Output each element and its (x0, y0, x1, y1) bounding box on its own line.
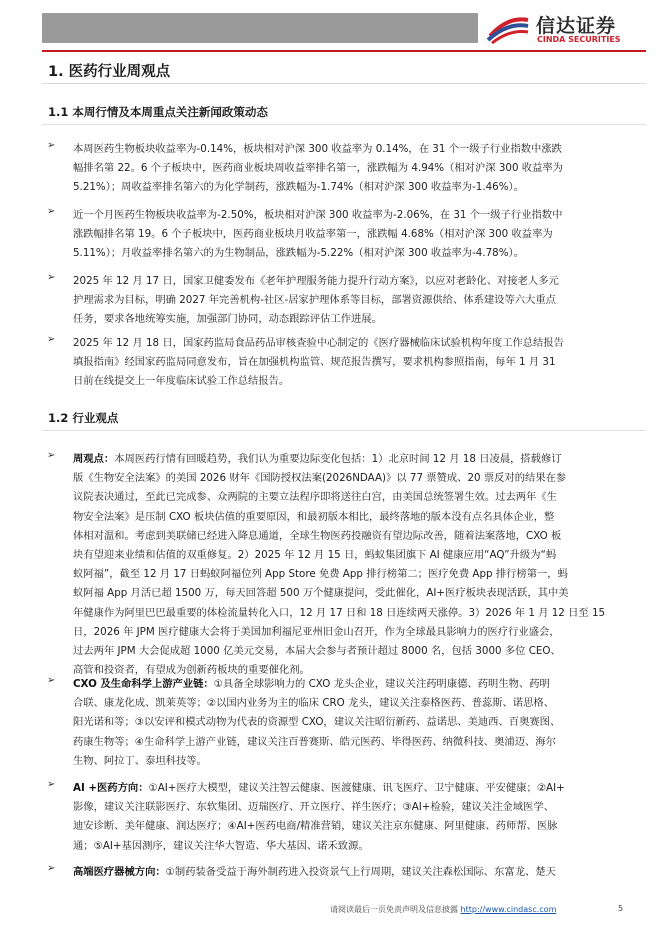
text-line: 议院表决通过，至此已完成参、众两院的主要立法程序即将送往白宫，由美国总统签署生效。过去两年《生 (73, 491, 557, 504)
text-line: 版《生物安全法案》的美国 2026 财年《国防授权法案(2026NDAA)》以 77 票赞成、20 票反对的结果在参 (73, 472, 567, 485)
text-line: 蚁阿福”，截至 12 月 17 日蚂蚁阿福位列 App Store 免费 App 排行榜第二；医疗免费 App 排行榜第一，蚂 (73, 568, 568, 581)
text-line: 生物、阿拉丁、泰坦科技等。 (73, 754, 207, 767)
text-line: 高管和投资者，有望成为创新药板块的重要催化剂。 (73, 664, 310, 677)
bullet-arrow-icon: ➢ (47, 863, 56, 874)
weekly-view-lead: 周观点： (73, 453, 115, 465)
text-line: 任务，要求各地统筹实施，加强部门协同，动态跟踪评估工作进展。 (73, 313, 382, 326)
text-line: 块有望迎来业绩和估值的双重修复。2）2025 年 12 月 15 日，蚂蚁集团旗下 AI 健康应用“AQ”升级为“蚂 (73, 548, 557, 561)
text-line: 物安全法案》是压制 CXO 板块估值的重要原因，和最初版本相比，最终落地的版本没有点名具体企业，整 (73, 510, 555, 523)
text-line: 2025 年 12 月 18 日，国家药监局食品药品审核查验中心制定的《医疗器械临床试验机构年度工作总结报告 (73, 337, 564, 349)
bullet-arrow-icon: ➢ (47, 334, 56, 345)
text-line: 日前在线提交上一年度临床试验工作总结报告。 (73, 375, 290, 388)
text-line: 药康生物等；④生命科学上游产业链，建议关注百普赛斯、皓元医药、毕得医药、纳微科技、奥浦迈、海尔 (73, 735, 556, 748)
section-title-rule (42, 83, 646, 84)
text-line: 涨跌幅排名第 19。6 个子板块中，医药商业板块月收益率第一，涨跌幅 4.68%（相对沪深 300 收益率为 (73, 228, 553, 241)
text-line: 5.11%）；月收益率排名第六的为生物制品，涨跌幅为-5.22%（相对沪深 300 收益率为-4.78%）。 (73, 247, 524, 260)
text-line: ①AI+医疗大模型，建议关注智云健康、医渡健康、讯飞医疗、卫宁健康、平安健康；②AI+ (148, 782, 565, 794)
bullet-arrow-icon: ➢ (47, 450, 56, 461)
header-band (42, 13, 478, 43)
subsection-title-1-2: 1.2 行业观点 (48, 411, 119, 425)
logo-english-name: CINDA SECURITIES (537, 35, 621, 44)
page-header (0, 0, 662, 50)
header-divider (42, 50, 646, 52)
text-line: 5.21%）；周收益率排名第六的为化学制药，涨跌幅为-1.74%（相对沪深 300 收益率为-1.46%）。 (73, 181, 524, 194)
news-item-body (73, 334, 645, 392)
ai-body (73, 779, 645, 856)
text-line: 蚁阿福 App 月活已超 1500 万，每天回答超 500 万个健康提问，受此催化，AI+医疗板块表现活跃，其中美 (73, 587, 569, 600)
bullet-arrow-icon: ➢ (47, 675, 56, 686)
text-line: 本周医药生物板块收益率为-0.14%，板块相对沪深 300 收益率为 0.14%，在 31 个一级子行业指数中涨跌 (73, 143, 562, 155)
section-title: 1. 医药行业周观点 (48, 64, 171, 80)
text-line: 2025 年 12 月 17 日，国家卫健委发布《老年护理服务能力提升行动方案》，以应对老龄化、对接老人多元 (73, 275, 559, 287)
news-item-body (73, 140, 645, 198)
bullet-arrow-icon: ➢ (47, 779, 56, 790)
subsection-rule-1-1 (42, 124, 646, 125)
text-line: 影像，建议关注联影医疗、东软集团、迈瑞医疗、开立医疗、祥生医疗；③AI+检验，建议关注金域医学、 (73, 801, 554, 814)
ai-lead: AI +医药方向： (73, 782, 149, 794)
text-line: 填报指南》经国家药监局同意发布，旨在加强机构监管、规范报告撰写，要求机构参照指南，每年 1 月 31 (73, 356, 556, 369)
text-line: 护理需求为目标，明确 2027 年完善机构-社区-居家护理体系等目标，部署资源供给、体系建设等六大重点 (73, 294, 556, 307)
page-number: 5 (618, 904, 624, 913)
logo-chinese-name: 信达证券 (536, 15, 617, 37)
subsection-rule-1-2 (42, 430, 646, 431)
text-line: 幅排名第 22。6 个子板块中，医药商业板块周收益率排名第一，涨跌幅为 4.94%（相对沪深 300 收益率为 (73, 162, 563, 175)
text-line: 迪安诊断、美年健康、润达医疗；④AI+医药电商/精准营销，建议关注京东健康、阿里健康、药师帮、医脉 (73, 820, 558, 833)
text-line: 阳光诺和等；③以安评和模式动物为代表的资源型 CXO，建议关注昭衍新药、益诺思、美迪西、百奥赛图、 (73, 716, 561, 729)
bullet-arrow-icon: ➢ (47, 272, 56, 283)
page-footer (330, 904, 556, 915)
device-body (73, 863, 645, 882)
text-line: 体相对温和。考虑到美联储已经进入降息通道，全球生物医药投融资有望边际改善，随着法案落地，CXO 板 (73, 529, 562, 542)
news-item-body (73, 206, 645, 264)
text-line: 近一个月医药生物板块收益率为-2.50%，板块相对沪深 300 收益率为-2.06%，在 31 个一级子行业指数中 (73, 209, 563, 221)
cxo-body (73, 675, 645, 771)
cinda-logo-icon (486, 12, 530, 44)
text-line: 合联、康龙化成、凯莱英等；②以国内业务为主的临床 CRO 龙头，建议关注泰格医药、普蕊斯、诺思格、 (73, 697, 554, 710)
subsection-title-1-1: 1.1 本周行情及本周重点关注新闻政策动态 (48, 105, 268, 119)
device-lead: 高端医疗器械方向： (73, 866, 166, 878)
text-line: 日，2026 年 JPM 医疗健康大会将于美国加利福尼亚州旧金山召开，作为全球最具影响力的医疗行业盛会， (73, 625, 560, 638)
weekly-view-body (73, 450, 645, 680)
bullet-arrow-icon: ➢ (47, 140, 56, 151)
cxo-lead: CXO 及生命科学上游产业链： (73, 678, 214, 690)
text-line: ①具备全球影响力的 CXO 龙头企业，建议关注药明康德、药明生物、药明 (213, 678, 550, 690)
cinda-logo (486, 8, 646, 48)
text-line: 过去两年 JPM 大会促成超 1000 亿美元交易，本届大会参与者预计超过 8000 名，包括 3000 多位 CEO、 (73, 644, 561, 657)
news-item-body (73, 272, 645, 330)
footer-disclaimer: 请阅读最后一页免责声明及信息披露 (330, 905, 458, 914)
text-line: ①制药装备受益于海外制药进入投资景气上行周期，建议关注森松国际、东富龙、楚天 (165, 866, 556, 878)
bullet-arrow-icon: ➢ (47, 206, 56, 217)
footer-website-link[interactable]: http://www.cindasc.com (460, 905, 557, 914)
text-line: 本周医药行情有回暖趋势，我们认为重要边际变化包括：1）北京时间 12 月 18 日凌晨，搭载修订 (114, 453, 562, 465)
text-line: 年健康作为阿里巴巴最重要的体检流量转化入口，12 月 17 日和 18 日连续两天涨停。3）2026 年 1 月 12 日至 15 (73, 606, 606, 619)
text-line: 通；⑤AI+基因测序，建议关注华大智造、华大基因、诺禾致源。 (73, 839, 369, 852)
